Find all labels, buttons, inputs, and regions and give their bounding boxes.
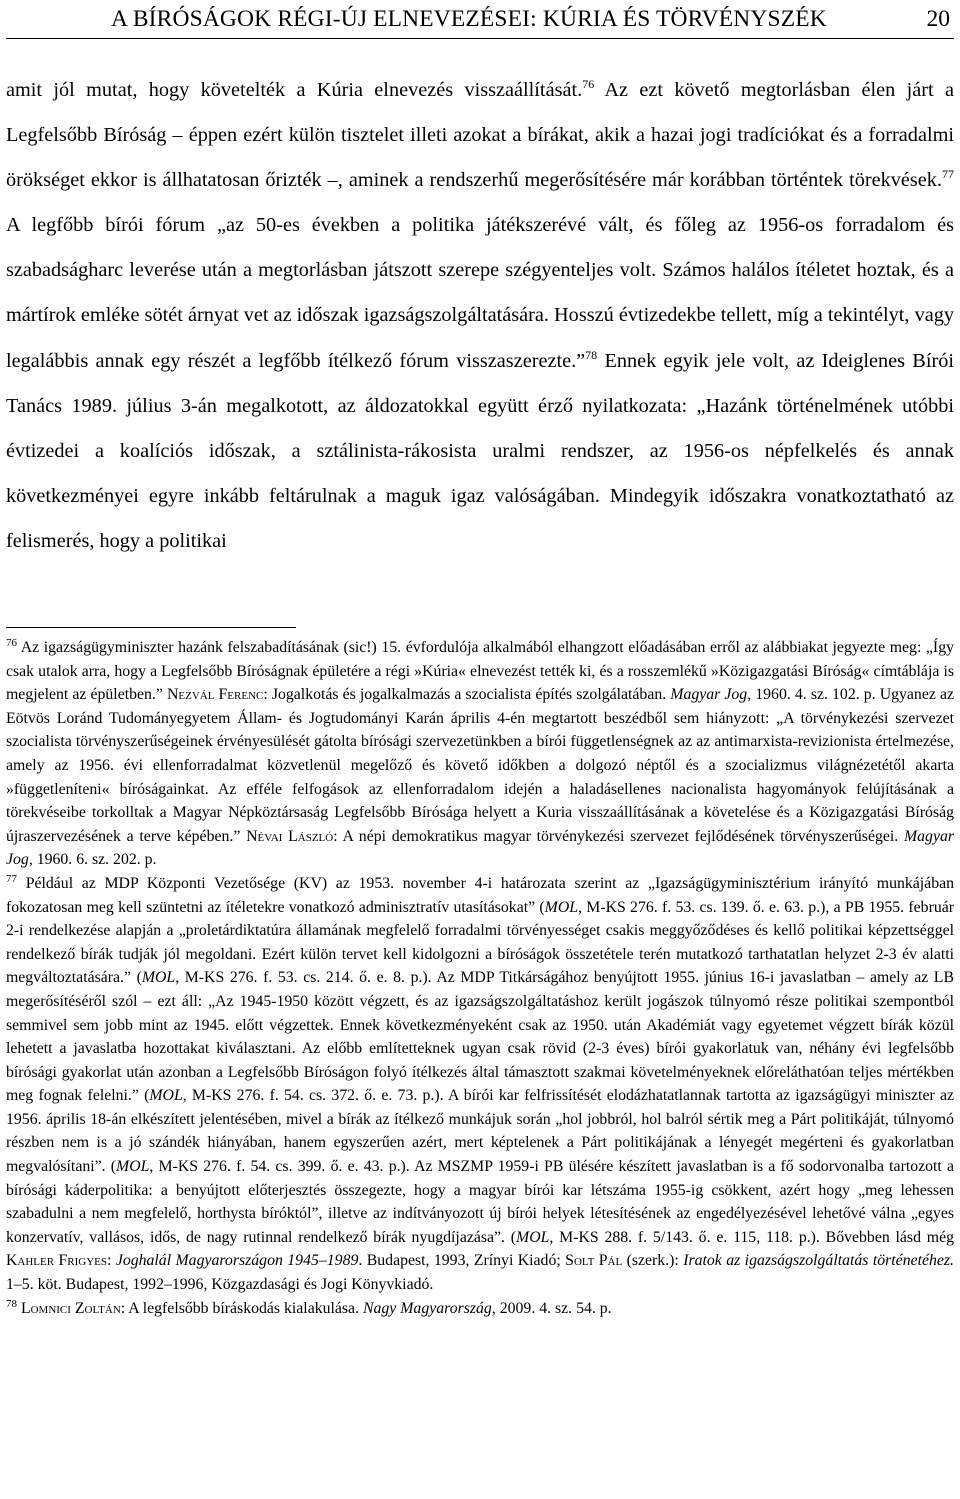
text-run: amit jól mutat, hogy követelték a Kúria elnevezés visszaállítását. [6,79,583,101]
footnote-ref-76[interactable]: 76 [582,77,595,91]
text-run: . Budapest, 1993, Zrínyi Kiadó; [358,1252,566,1270]
text-run: Ennek egyik jele volt, az Ideiglenes Bírói Tanács 1989. július 3-án megalkotott, az áldozatokkal együtt érző nyilatkozata: „Hazánk történelmének utóbbi évtizedei a koalíciós időszak, a sztálinista-rákosista uralmi rendszer, az 1956-os népfelkelés és annak következményei egyre inkább feltárulnak a maguk igaz valóságában. Mindegyik időszakra vonatkoztatható az felismerés, hogy a politikai [6,349,954,552]
running-title: A BÍRÓSÁGOK RÉGI-ÚJ ELNEVEZÉSEI: KÚRIA ÉS TÖRVÉNYSZÉK [111,6,827,32]
book-title: Iratok az igazságszolgáltatás történetéhez. [683,1252,955,1270]
text-run: A legfőbb bírói fórum „az 50-es években a politika játékszerévé vált, és főleg az 1956-os forradalom és szabadságharc leverése után a megtorlásban játszott szerepe szégyenteljes volt. Számos halálos ítéletet hoztak, és a mártírok emléke sötét árnyat vet az időszak igazságszolgáltatására. Hosszú évtizedekbe tellett, míg a tekintélyt, vagy legalábbis annak egy részét a legfőbb ítélkező fórum visszaszerezte.” [6,214,954,372]
footnotes [6,636,954,1320]
text-run: , 1960. 4. sz. 102. p. Ugyanez az Eötvös Loránd Tudományegyetem Állam- és Jogtudományi Karán április 4-én megtartott beszédből sem hiányzott: „A törvénykezési szervezet szocialista törvényszerűségeinek érvényesülését gátolta bírósági szervezetünkben a bírói függetlenségnek az az antimarxista-revizionista értelmezése, amely az 1956. évi ellenforradalmat közvetlenül megelőző és követő időkben a dolgozó néptől és a szocializmus világnézetétől akarta »függetleníteni« bíróságainkat. Az efféle felfogások az ellenforradalom idején a haladásellenes nacionalista hagyományok felújításának a törekvéseibe torkolltak a Magyar Népköztársaság Legfelsőbb Bírósága helyett a Kuria visszaállításának a követelése és a Közigazgatási Bíróság újraszervezésének a terve képében.” [6,686,954,845]
text-run: , M-KS 276. f. 53. cs. 139. ő. e. 63. p.), a PB 1955. február 2-i rendelkezése alapján a „proletárdiktatúra államának megfelelő forradalmi törvényességet csakis meggyőződéses és kellő politikai képzettséggel rendelkező bírák tudják jól megoldani. Ezért külön tervet kell kidolgozni a bíróságok összetétele terén mutatkozó tarthatatlan helyzet 2-3 év alatti megváltoztatására.” ( [6,898,954,987]
text-run: Az ezt követő megtorlásban élen járt a Legfelsőbb Bíróság – éppen ezért külön tisztelet illeti azokat a bírákat, akik a hazai jogi tradíciókat és a forradalmi örökséget ekkor is állhatatosan őrizték –, aminek a rendszerhű megerősítésére már korábban történtek törekvések. [6,79,954,192]
archive-abbrev: MOL [116,1158,150,1176]
footnote-separator [6,627,296,628]
footnote-77 [6,872,954,1297]
footnote-number: 78 [6,1297,17,1310]
text-run: 1–5. köt. Budapest, 1992–1996, Közgazdasági és Jogi Könyvkiadó. [6,1276,434,1294]
body-paragraph [6,68,954,564]
text-run: , M-KS 276. f. 53. cs. 214. ő. e. 8. p.). Az MDP Titkárságához benyújtott 1955. június 16-i javaslatban – amely az LB megerősítéséről szól – ezt áll: „Az 1945-1950 között végzett, és az igazságszolgáltatáshoz került jogászok túlnyomó része politikai szempontból semmivel sem jobb mint az 1945. előtt végzettek. Ennek következményeként csak az 1950. után Akadémiát vagy egyetemet végzett bírák közül lehetett a javaslatba hozottakat kiválasztani. Az előbb említetteknek ugyan csak rövid (2-3 éves) bírói gyakorlatuk van, néhány évi legfelsőbb bírósági gyakorlat után azonban a Legfelsőbb Bíróságon folyó ítélkezés által támasztott szakmai követelményeknek előreláthatóan teljes mértékben meg fognak felelni.” ( [6,969,954,1105]
author-name: Kahler Frigyes [6,1252,107,1270]
author-name: Solt Pál [565,1252,623,1270]
text-run: , 1960. 6. sz. 202. p. [28,851,157,869]
running-header [6,0,954,39]
text-run: : [107,1252,116,1270]
footnote-ref-77[interactable]: 77 [942,167,954,182]
text-run: , M-KS 276. f. 54. cs. 372. ő. e. 73. p.). A bírói kar felfrissítését elodázhatatlannak tartotta az igazságügyi miniszter az 1956. április 18-án elkészített jelentésében, mivel a bírák az ítélkező munkájuk során „hol jobbról, hol balról sértik meg a Párt politikáját, túlnyomó részben nem is a jó szándék hiányában, hanem egyszerűen azért, mert képtelenek a Párt politikájának a lényegét megérteni és gyakorlatban megvalósítani”. ( [6,1087,954,1176]
text-run: (szerk.): [622,1252,684,1270]
text-run: , 2009. 4. sz. 54. p. [491,1299,612,1317]
footnote-number: 77 [6,872,17,885]
footnote-76 [6,636,954,872]
text-run: Például az MDP Központi Vezetősége (KV) az 1953. november 4-i határozata szerint az „Igazságügyminisztérium irányító munkájában fokozatosan meg kell szüntetni az ítéletekre vonatkozó adminisztratív utasításokat” ( [6,874,954,916]
archive-abbrev: MOL [516,1228,550,1246]
archive-abbrev: MOL [149,1087,183,1105]
journal-title: Nagy Magyarország [362,1299,492,1317]
footnote-number: 76 [6,637,17,649]
journal-title: Magyar Jog [670,686,748,704]
author-name: Névai László [246,827,334,845]
author-name: Lomnici Zoltán [20,1299,121,1317]
archive-abbrev: MOL [141,969,176,987]
text-run: : A népi demokratikus magyar törvénykezési szervezet fejlődésének törvényszerűségei. [333,827,904,845]
text-run: : Jogalkotás és jogalkalmazás a szocialista építés szolgálatában. [263,686,671,704]
book-title: Joghalál Magyarországon 1945–1989 [115,1252,359,1270]
text-run: , M-KS 276. f. 54. cs. 399. ő. e. 43. p.). Az MSZMP 1959-i PB ülésére készített javaslatban is a fő sodorvonalba tartozott a bírósági káderpolitika: a benyújtott előterjesztés összegezte, hogy a magyar bírói kar létszáma 1955-ig csökkent, azért hogy „meg lehessen szabadulni a nem megfelelő, horthysta bíróktól”, illetve az indítványozott új bírói helyek létesítésének az engedélyezésével lehetővé válna „egyes konzervatív, vallásos, idős, de nagy rutinnal rendelkező bírák nyugdíjazása”. ( [6,1158,955,1246]
page-number: 20 [926,6,950,32]
footnote-78 [6,1297,954,1321]
archive-abbrev: MOL [544,898,579,916]
text-run: Az igazságügyminiszter hazánk felszabadításának (sic!) 15. évfordulója alkalmából elhangzott előadásában erről az alábbiakat jegyezte meg: „Így csak utalok arra, hogy a Legfelsőbb Bíróságnak épületére a régi »Kúria« elnevezést tették ki, és a rosszemlékű »Közigazgatási Bíróság« címtáblája is megjelent az épületben.” [6,639,954,704]
author-name: Nezvál Ferenc [166,686,264,704]
text-run: , M-KS 288. f. 5/143. ő. e. 115, 118. p.). Bővebben lásd még [549,1228,954,1246]
main-text [6,68,954,564]
journal-title: Magyar Jog [6,827,954,869]
text-run: : A legfelsőbb bíráskodás kialakulása. [120,1299,363,1317]
footnote-ref-78[interactable]: 78 [585,347,598,362]
